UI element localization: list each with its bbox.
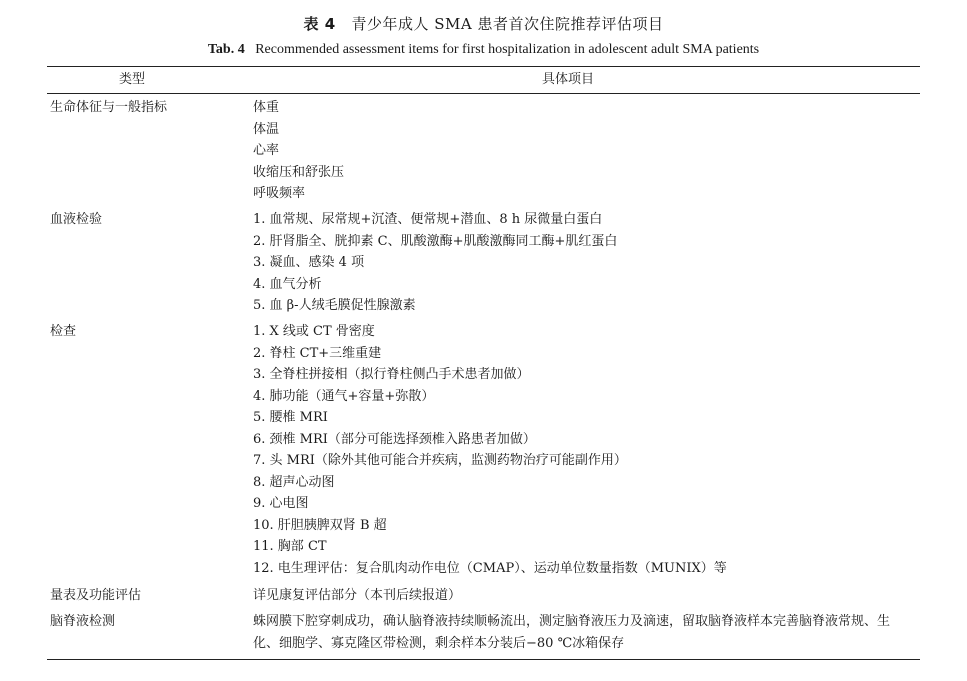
table-title-en-text: Recommended assessment items for first hospitalization in adolescent adult SMA patients [255,42,760,57]
table-top-rule [47,66,920,67]
row-items [253,321,913,579]
list-item: 体温 [253,121,280,137]
row-category: 脑脊液检测 [50,614,116,629]
list-item: 体重 [253,100,280,115]
list-item: 7. 头 MRI（除外其他可能合并疾病，监测药物治疗可能副作用） [253,453,627,468]
list-item: 5. 腰椎 MRI [253,410,328,425]
table-title-cn-text: 青少年成人 SMA 患者首次住院推荐评估项目 [351,15,664,33]
list-item: 2. 脊柱 CT+三维重建 [253,345,382,361]
list-item: 8. 超声心动图 [253,474,335,490]
table-bottom-rule [47,659,920,660]
list-item: 1. 血常规、尿常规+沉渣、便常规+潜血、8 h 尿微量白蛋白 [253,212,603,227]
row-category: 生命体征与一般指标 [50,100,168,115]
list-item: 10. 肝胆胰脾双肾 B 超 [253,517,387,533]
list-item: 1. X 线或 CT 骨密度 [253,324,375,339]
list-item: 呼吸频率 [253,186,306,201]
table-title-cn [0,13,967,34]
list-item: 12. 电生理评估：复合肌肉动作电位（CMAP）、运动单位数量指数（MUNIX）等 [253,560,727,576]
table-label-cn: 表 4 [303,15,336,33]
list-item: 4. 肺功能（通气+容量+弥散） [253,388,435,404]
list-item: 2. 肝肾脂全、胱抑素 C、肌酸激酶+肌酸激酶同工酶+肌红蛋白 [253,233,618,249]
row-paragraph: 蛛网膜下腔穿刺成功，确认脑脊液持续顺畅流出，测定脑脊液压力及滴速，留取脑脊液样本完善脑脊液常规、生化、细胞学、寡克隆区带检测，剩余样本分装后−80 ℃冰箱保存 [253,614,891,651]
list-item: 3. 全脊柱拼接相（拟行脊柱侧凸手术患者加做） [253,367,530,382]
list-item: 收缩压和舒张压 [253,164,345,180]
list-item: 心率 [253,143,280,158]
row-category: 血液检验 [50,212,103,227]
list-item: 4. 血气分析 [253,276,322,292]
list-item: 3. 凝血、感染 4 项 [253,255,365,270]
list-item: 详见康复评估部分（本刊后续报道） [253,588,462,603]
row-items [253,209,913,317]
row-category: 检查 [50,324,77,339]
column-header-category: 类型 [118,72,145,87]
row-items [253,585,913,607]
table-label-en: Tab. 4 [207,42,245,57]
row-items [253,97,913,205]
list-item: 6. 颈椎 MRI（部分可能选择颈椎入路患者加做） [253,431,536,447]
list-item: 11. 胸部 CT [253,539,327,554]
list-item: 5. 血 β-人绒毛膜促性腺激素 [253,298,416,313]
list-item: 9. 心电图 [253,496,309,511]
table-title-en [0,42,967,58]
table-header-rule [47,93,920,94]
column-header-items: 具体项目 [541,72,594,87]
row-category: 量表及功能评估 [50,588,142,603]
